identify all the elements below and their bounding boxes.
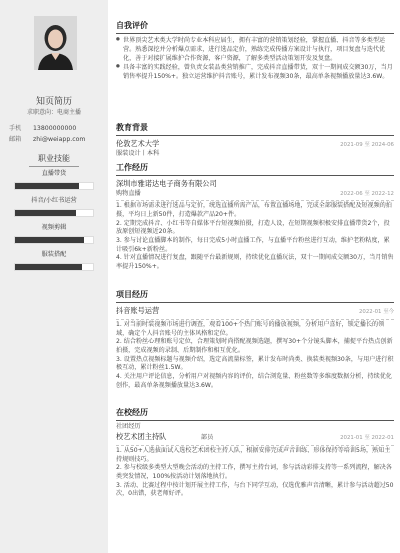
skill-item xyxy=(14,170,94,190)
education-major: 服装设计丨本科 xyxy=(116,150,160,158)
section-title: 在校经历 xyxy=(116,407,394,421)
campus-section xyxy=(116,407,394,499)
skill-item xyxy=(14,224,94,244)
job-intent: 求职意向：电商主播 xyxy=(26,109,81,116)
project-row xyxy=(116,306,394,317)
email-value: zhi@weiapp.com xyxy=(32,136,86,143)
skill-item xyxy=(14,197,94,217)
project-list xyxy=(116,321,394,390)
company-name: 深圳市雅诺达电子商务有限公司 xyxy=(116,179,217,189)
phone-value: 13800000000 xyxy=(32,125,77,132)
work-role-row xyxy=(116,190,394,199)
work-item: 2. 定期完成抖音、小红书等自媒体平台短视频拍摄，打造人设，在短期视频积极安排直播带货2个，投放原创短视频近20条。 xyxy=(116,219,390,236)
skill-name: 直播带货 xyxy=(41,170,67,177)
skill-bar-fill xyxy=(15,264,82,270)
work-list xyxy=(116,202,394,271)
phone-label: 手机 xyxy=(9,125,22,132)
project-item: 1. 对当前时装视频市场进行调查，观看100+个热门账号的播放视频，分析用户喜好，锁定播长的领域，确定个人抖音账号的主体风格和定位。 xyxy=(116,321,385,337)
skills-section-title xyxy=(0,153,108,167)
campus-org: 社团经历 xyxy=(116,423,141,431)
skill-bar xyxy=(14,209,94,217)
education-row xyxy=(116,139,394,150)
education-date: 2021-09 至 2024-06 xyxy=(340,142,394,149)
project-item: 4. 关注用户评论信息，分析用户对视频内容的评价，结合浏览量、粉丝数等多维度数据分析，持续优化创作，最高单条视频播放量达3.6W。 xyxy=(116,372,392,389)
skill-bar xyxy=(14,263,94,271)
skill-bar xyxy=(14,182,94,190)
campus-list xyxy=(116,447,394,499)
skill-name: 抖音/小红书运营 xyxy=(31,197,77,204)
campus-team-name: 校艺术团主持队 xyxy=(116,432,167,442)
skill-bar-fill xyxy=(15,183,79,189)
profile-photo xyxy=(34,16,77,70)
campus-item: 2. 参与校级多类型大型晚会活动的主持工作，撰写主持台词，参与活动彩排支持等一系列流程，解决各类突发情况，100%按活动计划落地执行。 xyxy=(116,464,392,480)
section-title: 自我评价 xyxy=(116,20,394,34)
campus-date: 2021-01 至 2022-01 xyxy=(340,435,394,442)
self-eval-section xyxy=(116,20,394,82)
skill-bar-fill xyxy=(15,210,76,216)
contact-email xyxy=(9,136,85,145)
campus-item: 3. 活动、比赛过程中按计划开展主持工作，与台下同学互动，仅选优雅声音清晰，累计参与活动超过50次，0出错，获老师好评。 xyxy=(116,481,394,498)
work-item: 4. 针对直播情况进行复盘，跟随平台最新规则，持续优化直播玩法，双十一期间成交额30万，当月销售率提升150%+。 xyxy=(116,254,394,270)
school-name: 伦敦艺术大学 xyxy=(116,139,160,149)
work-section xyxy=(116,162,394,272)
candidate-name: 知页简历 xyxy=(35,97,72,107)
section-title: 项目经历 xyxy=(116,289,394,303)
sidebar xyxy=(0,0,108,553)
campus-role-row xyxy=(116,432,394,443)
self-eval-list xyxy=(116,37,394,81)
self-eval-item: ● 具备丰富的实践经验，曾负责女装品类营销推广，完成抖音直播带货，双十一期间成交额30万，当月销售率提升150%+。独立运营维护抖音账号，累计发布视频30条，最高单条视频播放量达3.6W。 xyxy=(116,64,394,82)
skill-item xyxy=(14,251,94,271)
section-title: 教育背景 xyxy=(116,122,394,136)
project-item: 3. 设置热点视频标题与视频介绍，选定高流量标签，累计发布时尚类、换装类视频30条，与用户进行积极互动，累计粉丝1.5W。 xyxy=(116,355,394,372)
email-label: 邮箱 xyxy=(9,136,22,143)
section-title: 工作经历 xyxy=(116,162,394,176)
skill-bar-fill xyxy=(15,237,84,243)
project-item: 2. 结合粉丝心理和账号定位，合理策划时尚搭配视频选题，撰写30+个分镜头脚本，捕捉平台热点创新拍摄，完成视频的录制、后期制作和相互优化。 xyxy=(116,338,393,354)
project-name: 抖音账号运营 xyxy=(116,306,160,316)
work-item: 3. 参与讨论直播脚本的制作，每日完成5小时直播工作，与直播平台粉丝进行互动，维护老粉粘度，累计吸引6k+新粉丝。 xyxy=(116,236,390,253)
work-date: 2022-06 至 2022-12 xyxy=(340,190,394,197)
skill-name: 服装搭配 xyxy=(41,251,67,258)
project-divider xyxy=(116,319,394,320)
self-eval-item: ● 世界顶尖艺术类大学时尚专业本科应届生，拥有丰富的营销策划经验，掌握直播、抖音等多类型运营。熟悉深挖并分析爆点需求，进行选品定价，熟练完成传播方案设计与执行，项目复盘与迭代优化，善于对接扩展维护合作资源，客户资源，了解多类型活动策划开发及复盘。 xyxy=(116,37,394,63)
skill-bar xyxy=(14,236,94,244)
project-date: 2022-01 至今 xyxy=(358,309,394,316)
contact-phone xyxy=(9,125,76,134)
skills-title-underline xyxy=(29,166,79,167)
work-item: 1. 根据市场需求进行选品与定价，统选直播所需产品，布置直播场地，完成全部服装搭配及短视频的拍摄，平均日上新50件，打造爆款产品20+件。 xyxy=(116,202,392,219)
campus-role: 部员 xyxy=(200,434,214,442)
skills-title-text: 职业技能 xyxy=(38,154,70,163)
project-section xyxy=(116,289,394,390)
campus-item: 1. 从50+人选拔面试入选校艺术团校主持人队，根据安排完成声音训练、形体保持等培训5场，熟知主持规则技巧。 xyxy=(116,446,391,463)
education-section xyxy=(116,122,394,159)
work-role: 购物直播 xyxy=(116,189,141,197)
campus-divider xyxy=(116,445,394,446)
skill-name: 视频剪辑 xyxy=(41,224,67,231)
campus-team xyxy=(116,432,213,443)
